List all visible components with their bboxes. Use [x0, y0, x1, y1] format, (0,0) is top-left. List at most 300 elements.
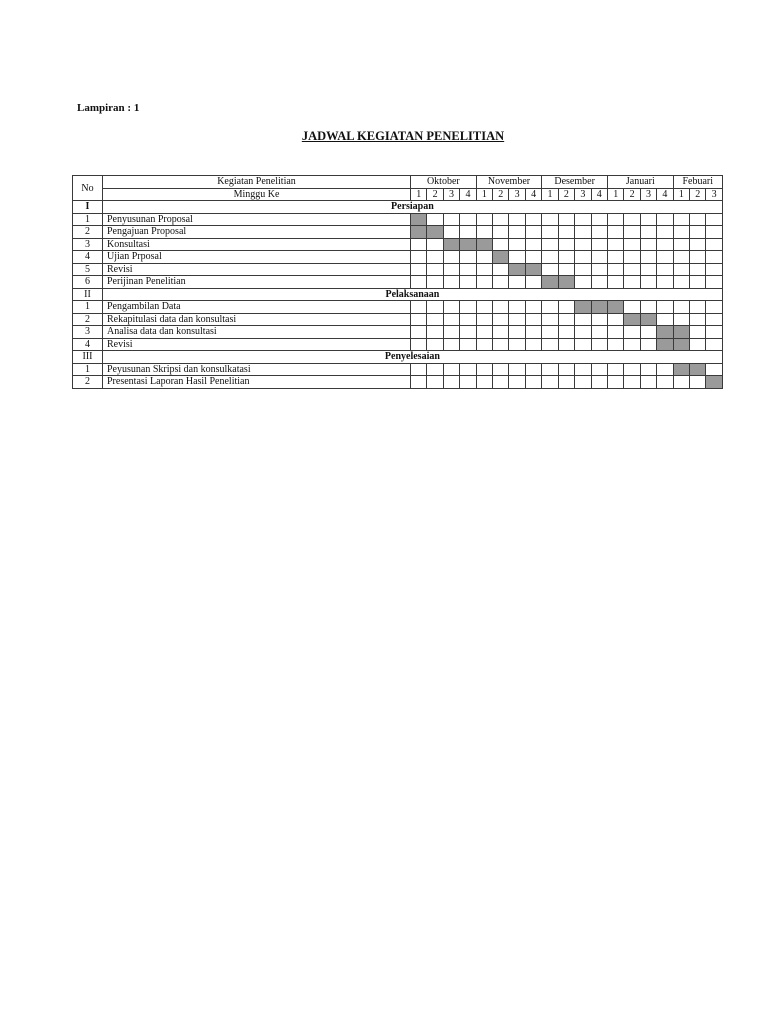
activity-row: [73, 326, 723, 339]
schedule-cell: [640, 363, 656, 376]
schedule-cell: [575, 326, 591, 339]
schedule-cell: [558, 313, 574, 326]
schedule-cell: [525, 363, 541, 376]
activity-row: [73, 238, 723, 251]
schedule-cell: [673, 213, 689, 226]
schedule-cell: [575, 338, 591, 351]
schedule-cell: [624, 338, 640, 351]
schedule-cell: [624, 276, 640, 289]
schedule-cell: [591, 326, 607, 339]
row-number: 1: [73, 363, 103, 376]
schedule-cell: [427, 251, 443, 264]
schedule-cell: [509, 376, 525, 389]
schedule-cell: [493, 276, 509, 289]
schedule-cell: [509, 363, 525, 376]
schedule-cell: [591, 338, 607, 351]
schedule-cell: [476, 313, 492, 326]
schedule-cell: [509, 301, 525, 314]
schedule-cell: [690, 376, 706, 389]
schedule-cell: [525, 376, 541, 389]
schedule-cell: [411, 376, 427, 389]
schedule-cell: [411, 238, 427, 251]
week-number: 2: [427, 188, 443, 201]
schedule-cell: [509, 251, 525, 264]
schedule-cell: [443, 213, 459, 226]
activity-row: [73, 213, 723, 226]
schedule-cell: [657, 251, 673, 264]
page-title: JADWAL KEGIATAN PENELITIAN: [301, 129, 505, 143]
schedule-cell: [607, 276, 623, 289]
schedule-cell: [657, 301, 673, 314]
schedule-cell: [476, 276, 492, 289]
schedule-cell: [443, 251, 459, 264]
schedule-cell: [690, 313, 706, 326]
schedule-cell: [411, 301, 427, 314]
schedule-cell: [443, 276, 459, 289]
schedule-cell: [558, 251, 574, 264]
schedule-cell: [607, 376, 623, 389]
row-number: 2: [73, 376, 103, 389]
schedule-cell: [427, 338, 443, 351]
week-number: 3: [640, 188, 656, 201]
schedule-cell: [427, 213, 443, 226]
activity-name: Presentasi Laporan Hasil Penelitian: [103, 376, 411, 389]
schedule-cell: [624, 238, 640, 251]
schedule-cell: [706, 226, 722, 239]
schedule-cell: [690, 238, 706, 251]
schedule-cell: [476, 363, 492, 376]
schedule-cell: [542, 363, 558, 376]
schedule-cell: [542, 326, 558, 339]
schedule-cell-filled: [624, 313, 640, 326]
activity-name: Rekapitulasi data dan konsultasi: [103, 313, 411, 326]
schedule-cell: [525, 313, 541, 326]
schedule-cell: [657, 363, 673, 376]
schedule-cell: [640, 226, 656, 239]
section-number: III: [73, 351, 103, 364]
schedule-cell: [427, 313, 443, 326]
schedule-cell: [607, 226, 623, 239]
schedule-cell: [476, 226, 492, 239]
schedule-cell: [558, 376, 574, 389]
schedule-cell: [706, 338, 722, 351]
section-row: [73, 201, 723, 214]
week-number: 2: [690, 188, 706, 201]
activity-row: [73, 276, 723, 289]
week-number: 1: [673, 188, 689, 201]
schedule-cell: [624, 213, 640, 226]
month-header: Febuari: [673, 176, 722, 189]
schedule-cell: [460, 301, 476, 314]
schedule-cell: [690, 251, 706, 264]
schedule-cell: [706, 301, 722, 314]
activity-row: [73, 338, 723, 351]
schedule-cell: [476, 376, 492, 389]
schedule-cell: [706, 313, 722, 326]
schedule-cell-filled: [575, 301, 591, 314]
schedule-cell: [427, 301, 443, 314]
week-number: 1: [607, 188, 623, 201]
schedule-cell: [624, 376, 640, 389]
schedule-cell: [493, 226, 509, 239]
schedule-cell-filled: [673, 326, 689, 339]
schedule-cell: [575, 263, 591, 276]
schedule-cell: [591, 276, 607, 289]
month-header: November: [476, 176, 542, 189]
schedule-cell-filled: [673, 363, 689, 376]
schedule-cell: [427, 326, 443, 339]
schedule-cell: [542, 313, 558, 326]
header-row-months: [73, 176, 723, 189]
schedule-cell: [558, 363, 574, 376]
schedule-cell: [607, 251, 623, 264]
schedule-cell-filled: [411, 226, 427, 239]
schedule-cell: [542, 263, 558, 276]
schedule-cell: [542, 376, 558, 389]
schedule-cell-filled: [673, 338, 689, 351]
schedule-cell: [673, 238, 689, 251]
schedule-cell: [591, 263, 607, 276]
schedule-cell: [624, 251, 640, 264]
schedule-cell: [624, 263, 640, 276]
schedule-cell: [690, 213, 706, 226]
schedule-cell: [411, 263, 427, 276]
schedule-cell: [640, 338, 656, 351]
schedule-cell: [575, 238, 591, 251]
schedule-cell-filled: [443, 238, 459, 251]
section-title: Penyelesaian: [103, 351, 723, 364]
schedule-cell: [624, 301, 640, 314]
activity-name: Analisa data dan konsultasi: [103, 326, 411, 339]
row-number: 1: [73, 213, 103, 226]
activity-row: [73, 301, 723, 314]
schedule-cell: [690, 301, 706, 314]
schedule-cell-filled: [640, 313, 656, 326]
schedule-cell: [443, 301, 459, 314]
week-number: 3: [706, 188, 722, 201]
month-header: Januari: [607, 176, 673, 189]
week-number: 2: [558, 188, 574, 201]
schedule-cell: [673, 313, 689, 326]
schedule-cell: [558, 238, 574, 251]
activity-row: [73, 313, 723, 326]
schedule-cell: [460, 363, 476, 376]
schedule-cell: [640, 251, 656, 264]
schedule-cell: [509, 276, 525, 289]
schedule-cell: [640, 326, 656, 339]
schedule-cell: [591, 363, 607, 376]
schedule-cell-filled: [509, 263, 525, 276]
schedule-cell: [591, 376, 607, 389]
schedule-cell: [525, 251, 541, 264]
schedule-cell: [493, 263, 509, 276]
schedule-cell: [558, 226, 574, 239]
schedule-cell: [427, 363, 443, 376]
row-number: 3: [73, 238, 103, 251]
week-number: 3: [575, 188, 591, 201]
schedule-cell: [690, 276, 706, 289]
schedule-cell: [673, 226, 689, 239]
schedule-cell-filled: [690, 363, 706, 376]
schedule-cell-filled: [657, 326, 673, 339]
activity-name: Konsultasi: [103, 238, 411, 251]
week-number: 4: [525, 188, 541, 201]
schedule-cell: [525, 213, 541, 226]
activity-name: Peyusunan Skripsi dan konsulkatasi: [103, 363, 411, 376]
schedule-cell: [673, 263, 689, 276]
schedule-cell: [427, 376, 443, 389]
schedule-cell: [640, 376, 656, 389]
schedule-cell: [493, 338, 509, 351]
schedule-cell: [493, 213, 509, 226]
schedule-cell: [558, 326, 574, 339]
schedule-cell: [443, 263, 459, 276]
section-row: [73, 351, 723, 364]
schedule-cell: [706, 276, 722, 289]
schedule-cell: [427, 238, 443, 251]
schedule-cell: [411, 338, 427, 351]
schedule-cell: [657, 376, 673, 389]
week-number: 1: [476, 188, 492, 201]
schedule-cell: [493, 238, 509, 251]
row-number: 4: [73, 338, 103, 351]
schedule-table: [72, 175, 723, 389]
schedule-cell-filled: [525, 263, 541, 276]
schedule-cell-filled: [591, 301, 607, 314]
activity-name: Penyusunan Proposal: [103, 213, 411, 226]
schedule-cell-filled: [558, 276, 574, 289]
schedule-cell: [460, 338, 476, 351]
week-number: 3: [509, 188, 525, 201]
schedule-cell-filled: [476, 238, 492, 251]
schedule-cell: [476, 213, 492, 226]
schedule-cell: [706, 251, 722, 264]
schedule-cell: [443, 326, 459, 339]
schedule-cell: [607, 338, 623, 351]
row-number: 4: [73, 251, 103, 264]
schedule-cell: [542, 213, 558, 226]
schedule-cell: [476, 263, 492, 276]
schedule-cell: [673, 251, 689, 264]
schedule-cell: [706, 213, 722, 226]
schedule-cell: [509, 238, 525, 251]
activity-row: [73, 376, 723, 389]
activity-row: [73, 263, 723, 276]
schedule-cell-filled: [427, 226, 443, 239]
section-number: I: [73, 201, 103, 214]
schedule-cell: [476, 326, 492, 339]
schedule-cell: [690, 338, 706, 351]
week-number: 3: [443, 188, 459, 201]
section-title: Persiapan: [103, 201, 723, 214]
schedule-cell: [575, 376, 591, 389]
schedule-cell: [460, 313, 476, 326]
schedule-cell: [657, 263, 673, 276]
schedule-cell: [591, 213, 607, 226]
schedule-cell: [657, 226, 673, 239]
schedule-cell: [460, 226, 476, 239]
month-header: Desember: [542, 176, 608, 189]
activity-header: Kegiatan Penelitian: [103, 176, 411, 189]
schedule-cell: [706, 326, 722, 339]
schedule-cell: [558, 213, 574, 226]
section-title: Pelaksanaan: [103, 288, 723, 301]
schedule-cell: [657, 213, 673, 226]
schedule-cell-filled: [607, 301, 623, 314]
attachment-label: Lampiran : 1: [77, 102, 140, 114]
schedule-cell-filled: [706, 376, 722, 389]
row-number: 2: [73, 226, 103, 239]
schedule-cell: [690, 263, 706, 276]
schedule-cell: [509, 213, 525, 226]
schedule-cell: [460, 276, 476, 289]
schedule-cell: [624, 226, 640, 239]
week-number: 4: [460, 188, 476, 201]
schedule-cell: [493, 313, 509, 326]
row-number: 3: [73, 326, 103, 339]
schedule-cell: [542, 238, 558, 251]
activity-row: [73, 226, 723, 239]
schedule-cell: [640, 301, 656, 314]
schedule-cell: [657, 313, 673, 326]
schedule-cell: [443, 338, 459, 351]
schedule-cell: [493, 301, 509, 314]
schedule-cell: [640, 276, 656, 289]
schedule-cell: [558, 338, 574, 351]
schedule-cell: [591, 226, 607, 239]
schedule-cell: [525, 226, 541, 239]
schedule-cell: [624, 363, 640, 376]
schedule-cell: [443, 376, 459, 389]
week-number: 1: [542, 188, 558, 201]
schedule-cell: [591, 238, 607, 251]
schedule-cell: [411, 326, 427, 339]
schedule-cell: [575, 363, 591, 376]
schedule-cell: [525, 276, 541, 289]
schedule-cell: [427, 276, 443, 289]
activity-name: Revisi: [103, 338, 411, 351]
schedule-cell: [476, 251, 492, 264]
schedule-cell: [558, 301, 574, 314]
schedule-cell: [493, 326, 509, 339]
schedule-cell: [525, 238, 541, 251]
week-number: 2: [493, 188, 509, 201]
schedule-cell-filled: [493, 251, 509, 264]
schedule-cell: [443, 313, 459, 326]
activity-name: Pengajuan Proposal: [103, 226, 411, 239]
schedule-cell: [509, 313, 525, 326]
schedule-cell-filled: [411, 213, 427, 226]
week-header: Minggu Ke: [103, 188, 411, 201]
activity-name: Pengambilan Data: [103, 301, 411, 314]
schedule-cell: [591, 251, 607, 264]
schedule-cell: [575, 313, 591, 326]
schedule-cell: [657, 276, 673, 289]
schedule-cell: [673, 376, 689, 389]
activity-name: Revisi: [103, 263, 411, 276]
schedule-cell: [509, 326, 525, 339]
schedule-cell: [706, 263, 722, 276]
schedule-cell-filled: [657, 338, 673, 351]
schedule-cell: [509, 338, 525, 351]
schedule-cell-filled: [460, 238, 476, 251]
schedule-cell: [525, 301, 541, 314]
schedule-cell: [542, 301, 558, 314]
week-number: 4: [657, 188, 673, 201]
schedule-cell: [525, 338, 541, 351]
schedule-cell: [427, 263, 443, 276]
schedule-cell: [542, 251, 558, 264]
schedule-cell: [640, 238, 656, 251]
schedule-cell: [558, 263, 574, 276]
schedule-cell: [690, 326, 706, 339]
schedule-cell: [706, 238, 722, 251]
schedule-cell: [640, 213, 656, 226]
schedule-cell: [575, 276, 591, 289]
schedule-cell: [476, 301, 492, 314]
activity-name: Ujian Prposal: [103, 251, 411, 264]
section-number: II: [73, 288, 103, 301]
schedule-cell: [607, 263, 623, 276]
section-row: [73, 288, 723, 301]
schedule-cell: [575, 226, 591, 239]
no-header: No: [73, 176, 103, 201]
schedule-cell: [591, 313, 607, 326]
row-number: 6: [73, 276, 103, 289]
week-number: 1: [411, 188, 427, 201]
schedule-cell: [706, 363, 722, 376]
schedule-cell: [411, 363, 427, 376]
schedule-cell: [640, 263, 656, 276]
schedule-cell: [542, 226, 558, 239]
schedule-cell: [460, 326, 476, 339]
schedule-cell: [607, 313, 623, 326]
schedule-cell: [657, 238, 673, 251]
schedule-cell: [443, 226, 459, 239]
row-number: 1: [73, 301, 103, 314]
schedule-cell: [673, 301, 689, 314]
schedule-cell: [460, 251, 476, 264]
schedule-cell: [673, 276, 689, 289]
schedule-cell: [493, 376, 509, 389]
schedule-cell: [575, 213, 591, 226]
schedule-cell: [460, 213, 476, 226]
header-row-weeks: [73, 188, 723, 201]
schedule-cell: [460, 376, 476, 389]
activity-name: Perijinan Penelitian: [103, 276, 411, 289]
schedule-cell: [509, 226, 525, 239]
schedule-cell: [411, 276, 427, 289]
month-header: Oktober: [411, 176, 477, 189]
schedule-cell: [607, 238, 623, 251]
schedule-cell: [607, 326, 623, 339]
schedule-cell: [460, 263, 476, 276]
schedule-cell: [624, 326, 640, 339]
week-number: 4: [591, 188, 607, 201]
schedule-cell: [607, 363, 623, 376]
activity-row: [73, 251, 723, 264]
schedule-cell: [476, 338, 492, 351]
schedule-cell: [607, 213, 623, 226]
schedule-cell: [690, 226, 706, 239]
row-number: 2: [73, 313, 103, 326]
schedule-cell: [542, 338, 558, 351]
schedule-cell: [493, 363, 509, 376]
schedule-cell: [443, 363, 459, 376]
schedule-cell: [411, 251, 427, 264]
schedule-cell: [525, 326, 541, 339]
row-number: 5: [73, 263, 103, 276]
